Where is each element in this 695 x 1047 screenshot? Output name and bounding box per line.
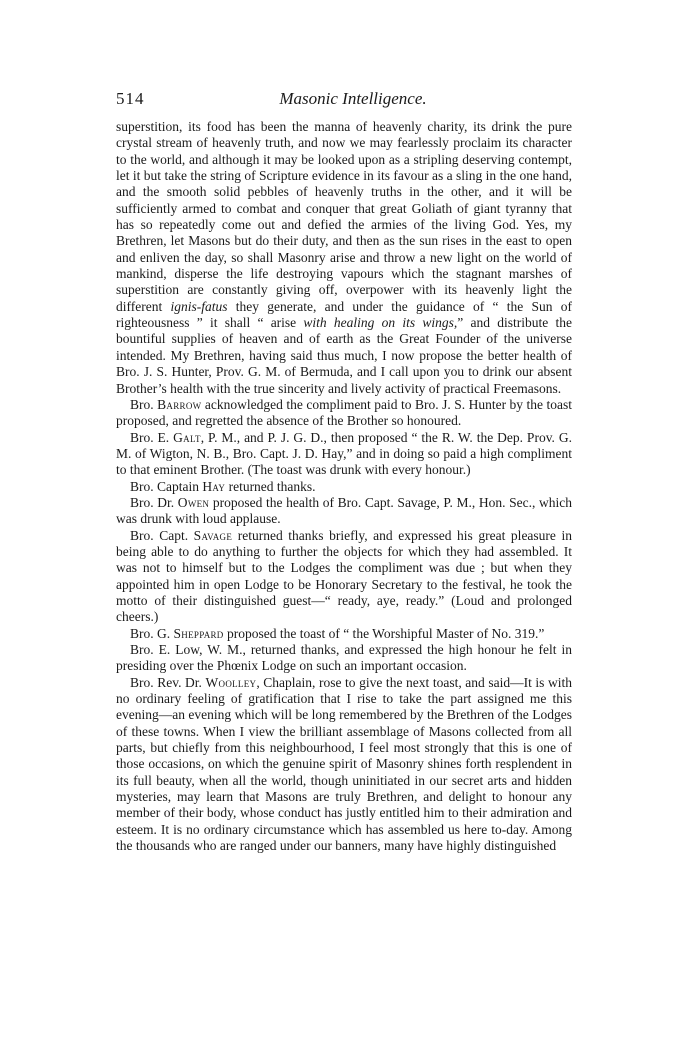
italic-text: ignis-fatus — [170, 298, 228, 314]
body-text — [116, 119, 572, 854]
running-head — [116, 86, 572, 112]
paragraph — [116, 495, 572, 528]
text-run: returned thanks. — [225, 478, 316, 494]
paragraph — [116, 675, 572, 855]
paragraph — [116, 642, 572, 675]
text-run: proposed the toast of “ the Worshipful Master of No. 319.” — [223, 625, 545, 641]
text-run: returned thanks briefly, and expressed his great pleasure in being able to do anything to further the objects for which they had assembled. It was not to himself but to the Lodges the compliment was due ; but when they appointed him in open Lodge to be Honorary Secretary to the festival, he took the motto of their distinguished guest—“ ready, aye, ready.” (Loud and prolonged cheers.) — [116, 527, 572, 625]
text-run: ” and distribute the bountiful supplies of heaven and of earth as the Great Founder of the universe intended. My Brethren, having said thus much, I now propose the better health of Bro. J. S. Hunter, Prov. G. M. of Bermuda, and I call upon you to drink our absent Brother’s health with the true sincerity and lively activity of practical Freemasons. — [116, 315, 572, 396]
text-run: Bro. Rev. Dr. — [130, 674, 206, 690]
name-small-caps: Galt — [173, 429, 201, 445]
paragraph — [116, 397, 572, 430]
text-run: acknowledged the compliment paid to Bro. J. S. Hunter by the toast proposed, and regretted the absence of the Brother so honoured. — [116, 396, 572, 429]
text-run: Bro. Dr. — [130, 494, 178, 510]
text-run: they generate, and under the guidance of “ the Sun of righteousness ” it shall “ arise — [116, 298, 573, 331]
paragraph — [116, 430, 572, 479]
text-run: , P. M., and P. J. G. D., then proposed “ the R. W. the Dep. Prov. G. M. of Wigton, N. B., Bro. Capt. J. D. Hay,” and in doing so paid a high compliment to that eminent Brother. (The toast was drunk with every honour.) — [116, 429, 572, 478]
running-title: Masonic Intelligence. — [279, 89, 427, 108]
text-run: , Chaplain, rose to give the next toast, and said—It is with no ordinary feeling of gratification that I rise to take the part assigned me this evening—an evening which will be long remembered by the Brethren of the Lodges of these towns. When I view the brilliant assemblage of Masons collected from all parts, but chiefly from this neighbourhood, I feel most strongly that this is one of those occasions, on which the genuine spirit of Masonry shines forth resplendent in its full beauty, when all the world, though uninitiated in our secret arts and hidden mysteries, may learn that Masons are truly Brethren, and delight to honour any member of their body, whose conduct has justly entitled him to their admiration and esteem. It is no ordinary circumstance which has assembled us here to-day. Among the thousands who are ranged under our banners, many have highly distinguished — [116, 674, 572, 854]
paragraph — [116, 626, 572, 642]
paragraph — [116, 119, 572, 397]
name-small-caps: Sheppard — [173, 625, 224, 641]
text-run: Bro. G. — [130, 625, 174, 641]
paragraph — [116, 479, 572, 495]
name-small-caps: Barrow — [157, 396, 202, 412]
name-small-caps: Woolley — [205, 674, 257, 690]
page-number: 514 — [116, 89, 145, 108]
text-run: superstition, its food has been the manna of heavenly charity, its drink the pure crystal stream of heavenly truth, and now we may fearlessly proclaim its character to the world, and although it may be looked upon as a stripling deserving contempt, let it but take the string of Scripture evidence in its favour as a sling in the one hand, and the smooth solid pebbles of heavenly truths in the other, and it will be sufficiently armed to combat and conquer that great Goliath of giant tyranny that has so repeatedly come out and defied the armies of the living God. Yes, my Brethren, let Masons but do their duty, and then as the sun rises in the east to open and enliven the day, so shall Masonry arise and throw a new light on the world of mankind, disperse the life destroying vapours which the stagnant marshes of superstition are constantly giving off, overpower with its heavenly light the different — [116, 119, 572, 314]
text-run: Bro. E. — [130, 429, 174, 445]
text-run: Bro. Captain — [130, 478, 203, 494]
text-run: Bro. — [130, 396, 158, 412]
book-page — [116, 86, 572, 854]
name-small-caps: Hay — [202, 478, 226, 494]
paragraph — [116, 528, 572, 626]
text-run: Bro. Capt. — [130, 527, 194, 543]
name-small-caps: Owen — [177, 494, 210, 510]
text-run: proposed the health of Bro. Capt. Savage, P. M., Hon. Sec., which was drunk with loud applause. — [116, 494, 572, 527]
text-run: Bro. E. Low, W. M., returned thanks, and expressed the high honour he felt in presiding over the Phœnix Lodge on such an important occasion. — [116, 642, 572, 674]
italic-text: with healing on its wings, — [303, 315, 458, 331]
name-small-caps: Savage — [193, 527, 233, 543]
